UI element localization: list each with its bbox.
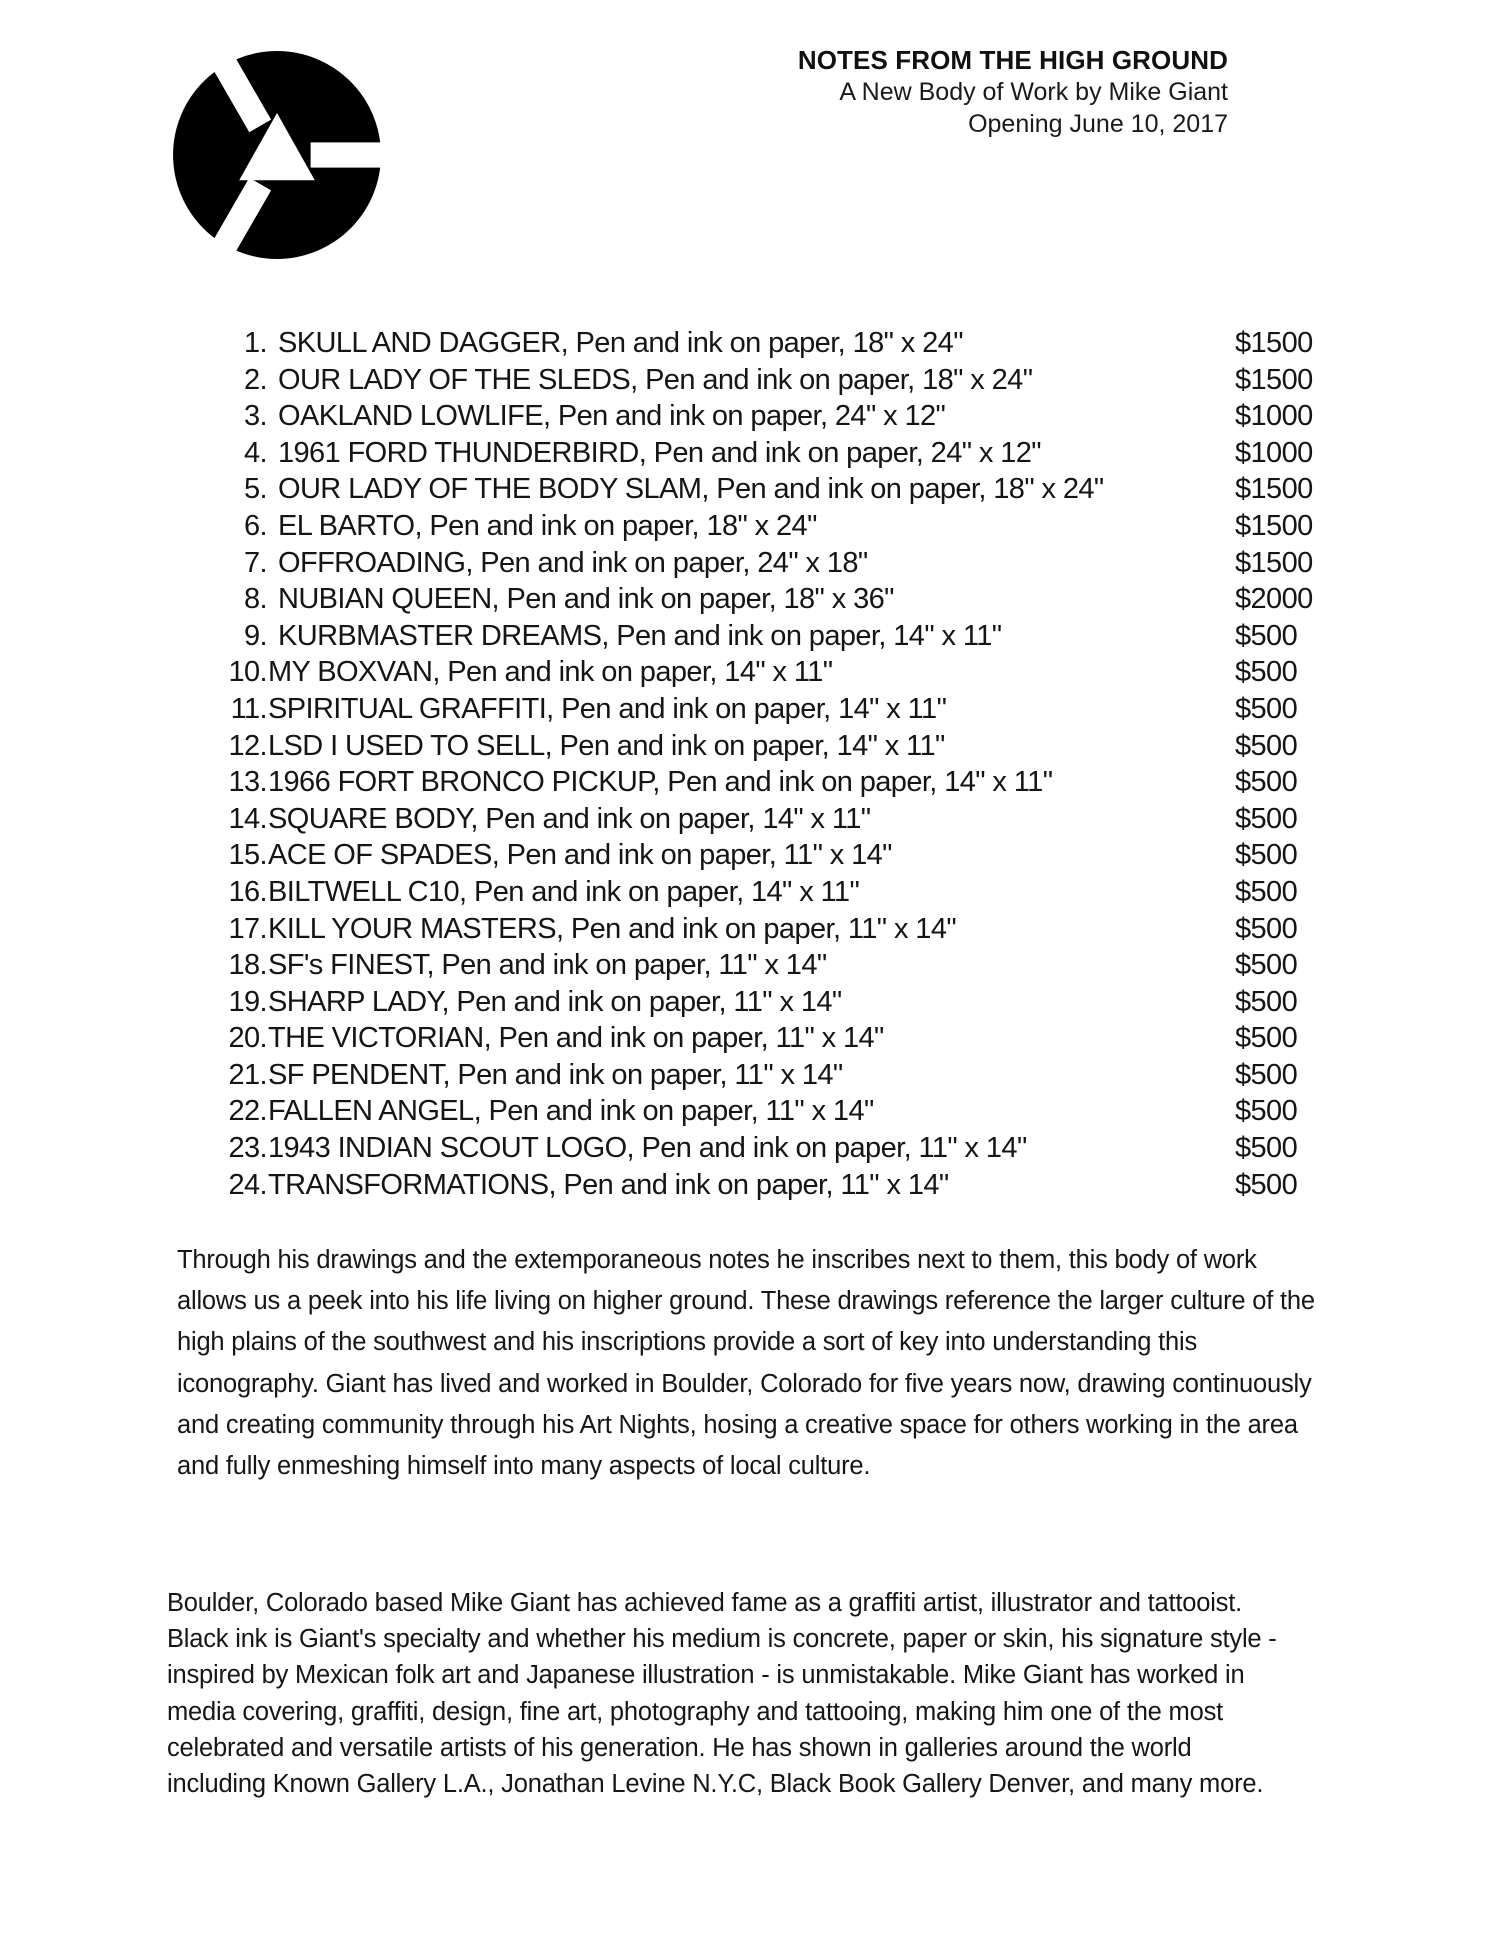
work-description: EL BARTO, Pen and ink on paper, 18" x 24": [278, 509, 817, 542]
work-price: $500: [1235, 766, 1298, 799]
work-number: 18.: [228, 949, 267, 982]
work-description: NUBIAN QUEEN, Pen and ink on paper, 18" x 36": [278, 583, 894, 616]
artist-bio-paragraph: Boulder, Colorado based Mike Giant has achieved fame as a graffiti artist, illustrator and tattooist. Black ink is Giant's specialty and whether his medium is concrete, paper or skin, his signature style - inspired by Mexican folk art and Japanese illustration - is unmistakable. Mike Giant has worked in media covering, graffiti, design, fine art, photography and tattooing, making him one of the most celebrated and versatile artists of his generation. He has shown in galleries around the world including Known Gallery L.A., Jonathan Levine N.Y.C, Black Book Gallery Denver, and many more.: [167, 1589, 1277, 1799]
work-number: 8.: [244, 583, 267, 616]
work-price: $500: [1235, 949, 1298, 982]
work-description: SKULL AND DAGGER, Pen and ink on paper, 18" x 24": [278, 327, 963, 359]
list-item: [215, 837, 1335, 874]
work-price: $500: [1235, 619, 1298, 652]
work-description: SPIRITUAL GRAFFITI, Pen and ink on paper, 14" x 11": [268, 692, 947, 725]
work-description: OUR LADY OF THE BODY SLAM, Pen and ink on paper, 18" x 24": [278, 473, 1104, 506]
work-number: 23.: [228, 1132, 267, 1165]
list-item: [215, 1057, 1335, 1094]
list-item: [215, 435, 1335, 472]
list-item: [215, 947, 1335, 984]
work-price: $500: [1235, 1095, 1298, 1128]
list-item: [215, 398, 1335, 435]
work-number: 17.: [228, 912, 267, 945]
work-description: KURBMASTER DREAMS, Pen and ink on paper, 14" x 11": [278, 619, 1002, 652]
document-header: [798, 44, 1228, 140]
work-description: OUR LADY OF THE SLEDS, Pen and ink on paper, 18" x 24": [278, 363, 1033, 396]
list-item: [215, 1020, 1335, 1057]
exhibition-title: NOTES FROM THE HIGH GROUND: [797, 45, 1228, 75]
work-description: OAKLAND LOWLIFE, Pen and ink on paper, 24" x 12": [278, 400, 946, 433]
exhibition-subtitle: A New Body of Work by Mike Giant: [839, 78, 1228, 106]
work-number: 9.: [244, 619, 267, 652]
list-item: [215, 1167, 1335, 1204]
list-item: [215, 545, 1335, 582]
work-number: 7.: [244, 546, 267, 579]
work-number: 24.: [228, 1168, 267, 1201]
work-description: MY BOXVAN, Pen and ink on paper, 14" x 11": [268, 656, 833, 689]
work-price: $1000: [1235, 436, 1313, 469]
work-number: 1.: [244, 327, 267, 359]
work-number: 10.: [228, 656, 267, 689]
work-description: TRANSFORMATIONS, Pen and ink on paper, 11" x 14": [268, 1168, 949, 1201]
work-number: 13.: [228, 766, 267, 799]
work-price: $500: [1235, 912, 1298, 945]
work-number: 19.: [228, 985, 267, 1018]
work-price: $500: [1235, 1132, 1298, 1165]
list-item: [215, 362, 1335, 399]
list-item: [215, 691, 1335, 728]
work-description: LSD I USED TO SELL, Pen and ink on paper, 14" x 11": [268, 729, 945, 762]
list-item: [215, 874, 1335, 911]
work-number: 11.: [230, 692, 267, 725]
work-number: 21.: [228, 1058, 267, 1091]
work-description: SF's FINEST, Pen and ink on paper, 11" x 14": [268, 949, 827, 982]
work-number: 2.: [244, 363, 267, 396]
work-description: SF PENDENT, Pen and ink on paper, 11" x 14": [268, 1058, 843, 1091]
work-price: $1500: [1235, 473, 1313, 506]
work-price: $500: [1235, 729, 1298, 762]
work-price: $500: [1235, 692, 1298, 725]
work-price: $500: [1235, 985, 1298, 1018]
intro-paragraph: Through his drawings and the extemporaneous notes he inscribes next to them, this body of work allows us a peek into his life living on higher ground. These drawings reference the larger culture of the high plains of the southwest and his inscriptions provide a sort of key into understanding this iconography. Giant has lived and worked in Boulder, Colorado for five years now, drawing continuously and creating community through his Art Nights, hosing a creative space for others working in the area and fully enmeshing himself into many aspects of local culture.: [177, 1246, 1315, 1481]
work-number: 22.: [228, 1095, 267, 1128]
work-number: 6.: [244, 509, 267, 542]
work-price: $1500: [1235, 546, 1313, 579]
list-item: [215, 764, 1335, 801]
work-price: $1000: [1235, 400, 1313, 433]
work-price: $2000: [1235, 583, 1313, 616]
work-description: BILTWELL C10, Pen and ink on paper, 14" x 11": [268, 875, 860, 908]
work-number: 12.: [228, 729, 267, 762]
work-number: 14.: [228, 802, 267, 835]
work-number: 5.: [244, 473, 267, 506]
work-price: $1500: [1235, 509, 1313, 542]
work-description: 1961 FORD THUNDERBIRD, Pen and ink on paper, 24" x 12": [278, 436, 1041, 469]
work-number: 15.: [228, 839, 267, 872]
work-number: 16.: [228, 875, 267, 908]
list-item: [215, 618, 1335, 655]
work-price: $1500: [1235, 363, 1313, 396]
work-description: OFFROADING, Pen and ink on paper, 24" x 18": [278, 546, 868, 579]
list-item: [215, 801, 1335, 838]
list-item: [215, 911, 1335, 948]
work-description: FALLEN ANGEL, Pen and ink on paper, 11" x 14": [268, 1095, 874, 1128]
list-item: [215, 1093, 1335, 1130]
work-description: SHARP LADY, Pen and ink on paper, 11" x 14": [268, 985, 842, 1018]
work-description: 1943 INDIAN SCOUT LOGO, Pen and ink on paper, 11" x 14": [268, 1132, 1027, 1165]
work-price: $500: [1235, 1168, 1298, 1201]
list-item: [215, 471, 1335, 508]
work-price: $500: [1235, 839, 1298, 872]
triangle-record-adapter-logo-icon: [172, 50, 382, 260]
work-price: $500: [1235, 875, 1298, 908]
work-price: $500: [1235, 802, 1298, 835]
work-description: KILL YOUR MASTERS, Pen and ink on paper, 11" x 14": [268, 912, 957, 945]
list-item: [215, 1130, 1335, 1167]
works-price-list: [215, 325, 1335, 1203]
list-item: [215, 654, 1335, 691]
work-description: ACE OF SPADES, Pen and ink on paper, 11" x 14": [268, 839, 892, 872]
list-item: [215, 325, 1335, 362]
work-price: $500: [1235, 656, 1298, 689]
work-price: $500: [1235, 1022, 1298, 1055]
opening-date: Opening June 10, 2017: [968, 110, 1228, 138]
work-price: $500: [1235, 1058, 1298, 1091]
list-item: [215, 984, 1335, 1021]
work-description: THE VICTORIAN, Pen and ink on paper, 11" x 14": [268, 1022, 884, 1055]
work-description: 1966 FORT BRONCO PICKUP, Pen and ink on paper, 14" x 11": [268, 766, 1053, 799]
work-number: 4.: [244, 436, 267, 469]
list-item: [215, 508, 1335, 545]
list-item: [215, 581, 1335, 618]
list-item: [215, 728, 1335, 765]
work-number: 20.: [228, 1022, 267, 1055]
work-description: SQUARE BODY, Pen and ink on paper, 14" x 11": [268, 802, 871, 835]
work-number: 3.: [244, 400, 267, 433]
work-price: $1500: [1235, 327, 1313, 359]
